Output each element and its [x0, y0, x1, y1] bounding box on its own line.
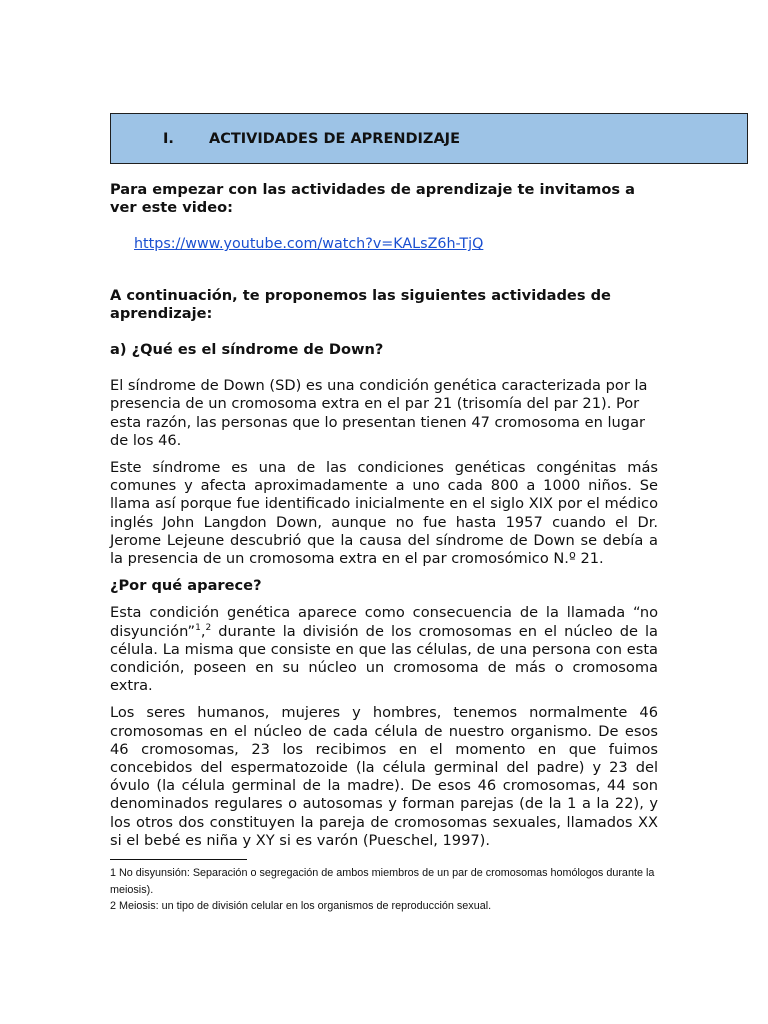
section-title: ACTIVIDADES DE APRENDIZAJE — [209, 130, 460, 147]
paragraph-definition: El síndrome de Down (SD) es una condición genética caracterizada por la presencia de un cromosoma extra en el par 21 (trisomía del par 21). Por esta razón, las personas que lo presentan tienen 47 cromosoma en lugar de los 46. — [110, 377, 648, 449]
footnote-divider — [110, 859, 247, 860]
cause-text-start: Esta condición genética aparece como consecuencia de la llamada “no disyunción” — [110, 604, 658, 640]
footnote-2: 2 Meiosis: un tipo de división celular en los organismos de reproducción sexual. — [110, 900, 492, 913]
section-header — [110, 113, 748, 164]
activities-lead: A continuación, te proponemos las siguientes actividades de aprendizaje: — [110, 286, 611, 322]
footnote-1: 1 No disyunsión: Separación o segregación de ambos miembros de un par de cromosomas homólogos durante la meiosis). — [110, 867, 655, 896]
question-a-heading: a) ¿Qué es el síndrome de Down? — [110, 341, 384, 359]
section-number: I. — [163, 130, 174, 147]
footnote-ref-2[interactable]: 2 — [205, 622, 212, 633]
video-link[interactable]: https://www.youtube.com/watch?v=KALsZ6h-TjQ — [134, 236, 484, 253]
why-heading: ¿Por qué aparece? — [110, 577, 262, 595]
footnote-ref-separator: , — [200, 622, 206, 640]
intro-text: Para empezar con las actividades de aprendizaje te invitamos a ver este video: — [110, 181, 636, 217]
cause-text-end: durante la división de los cromosomas en el núcleo de la célula. La misma que consiste en que las células, de una persona con esta condición, poseen en su núcleo un cromosoma de más o cromosoma extra. — [110, 622, 658, 695]
footnote-ref-1[interactable]: 1 — [195, 622, 201, 633]
document-page — [110, 113, 658, 915]
paragraph-chromosomes: Los seres humanos, mujeres y hombres, tenemos normalmente 46 cromosomas en el núcleo de cada célula de nuestro organismo. De esos 46 cromosomas, 23 los recibimos en el momento en que fuimos concebidos del espermatozoide (la célula germinal del padre) y 23 del óvulo (la célula germinal de la madre). De esos 46 cromosomas, 44 son denominados regulares o autosomas y forman parejas (de la 1 a la 22), y los otros dos constituyen la pareja de cromosomas sexuales, llamados XX si el bebé es niña y XY si es varón (Pueschel, 1997). — [110, 704, 658, 849]
paragraph-history: Este síndrome es una de las condiciones genéticas congénitas más comunes y afecta aproximadamente a uno cada 800 a 1000 niños. Se llama así porque fue identificado inicialmente en el siglo XIX por el médico inglés John Langdon Down, aunque no fue hasta 1957 cuando el Dr. Jerome Lejeune descubrió que la causa del síndrome de Down se debía a la presencia de un cromosoma extra en el par cromosómico N.º 21. — [110, 459, 658, 568]
paragraph-cause — [110, 604, 658, 695]
video-link-line — [134, 235, 658, 253]
